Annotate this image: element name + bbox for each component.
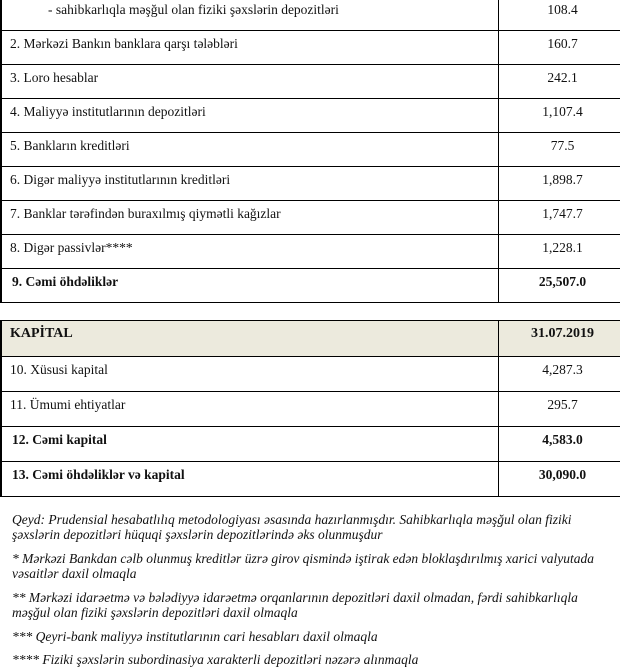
- capital-table-head: [1, 320, 620, 356]
- row-value: 160.7: [498, 30, 620, 64]
- row-label: - sahibkarlıqla məşğul olan fiziki şəxslərin depozitləri: [1, 0, 498, 30]
- row-value: 30,090.0: [498, 461, 620, 496]
- row-label: 7. Banklar tərəfindən buraxılmış qiymətli kağızlar: [1, 200, 498, 234]
- table-row: [1, 234, 620, 268]
- liabilities-table: [0, 0, 620, 303]
- table-row: [1, 98, 620, 132]
- row-value: 25,507.0: [498, 268, 620, 302]
- table-row: [1, 426, 620, 461]
- footnote: *** Qeyri-bank maliyyə institutlarının cari hesabları daxil olmaqla: [12, 628, 378, 644]
- row-label: 8. Digər passivlər****: [1, 234, 498, 268]
- footnote: **** Fiziki şəxslərin subordinasiya xarakterli depozitləri nəzərə alınmaqla: [12, 652, 419, 667]
- row-value: 1,747.7: [498, 200, 620, 234]
- capital-header-title: KAPİTAL: [1, 320, 498, 356]
- row-value: 108.4: [498, 0, 620, 30]
- capital-table: [0, 320, 620, 497]
- row-value: 1,107.4: [498, 98, 620, 132]
- row-label: 5. Bankların kreditləri: [1, 132, 498, 166]
- liabilities-table-body: [1, 0, 620, 302]
- table-row: [1, 166, 620, 200]
- row-label: 6. Digər maliyyə institutlarının kreditləri: [1, 166, 498, 200]
- footnote: * Mərkəzi Bankdan cəlb olunmuş kreditlər üzrə girov qismində iştirak edən bloklaşdırılmış xarici valyutada vəsaitlər daxil olmaqla: [12, 550, 595, 581]
- table-row: [1, 200, 620, 234]
- row-label: 4. Maliyyə institutlarının depozitləri: [1, 98, 498, 132]
- capital-header-date: 31.07.2019: [498, 320, 620, 356]
- row-value: 4,287.3: [498, 356, 620, 391]
- row-value: 4,583.0: [498, 426, 620, 461]
- row-value: 77.5: [498, 132, 620, 166]
- row-value: 295.7: [498, 391, 620, 426]
- footnotes: [0, 512, 620, 668]
- table-row: [1, 64, 620, 98]
- table-row: [1, 461, 620, 496]
- row-label: 2. Mərkəzi Bankın banklara qarşı tələbləri: [1, 30, 498, 64]
- capital-table-body: [1, 356, 620, 496]
- capital-header-row: [1, 320, 620, 356]
- row-label: 11. Ümumi ehtiyatlar: [1, 391, 498, 426]
- row-value: 1,898.7: [498, 166, 620, 200]
- row-value: 1,228.1: [498, 234, 620, 268]
- footnote: Qeyd: Prudensial hesabatlılıq metodologiyası əsasında hazırlanmışdır. Sahibkarlıqla məşğul olan fiziki şəxslərin depozitləri hüquqi şəxslərin depozitlərində əks olunmuşdur: [12, 511, 572, 542]
- row-label: 12. Cəmi kapital: [1, 426, 498, 461]
- table-row: [1, 391, 620, 426]
- table-row: [1, 0, 620, 30]
- table-row: [1, 268, 620, 302]
- row-label: 13. Cəmi öhdəliklər və kapital: [1, 461, 498, 496]
- row-label: 3. Loro hesablar: [1, 64, 498, 98]
- table-row: [1, 30, 620, 64]
- row-label: 10. Xüsusi kapital: [1, 356, 498, 391]
- footnote: ** Mərkəzi idarəetmə və bələdiyyə idarəetmə orqanlarının depozitləri daxil olmadan, fərdi sahibkarlıqla məşğul olan fiziki şəxslərin depozitləri daxil olmaqla: [12, 589, 578, 620]
- table-row: [1, 132, 620, 166]
- table-row: [1, 356, 620, 391]
- row-value: 242.1: [498, 64, 620, 98]
- row-label: 9. Cəmi öhdəliklər: [1, 268, 498, 302]
